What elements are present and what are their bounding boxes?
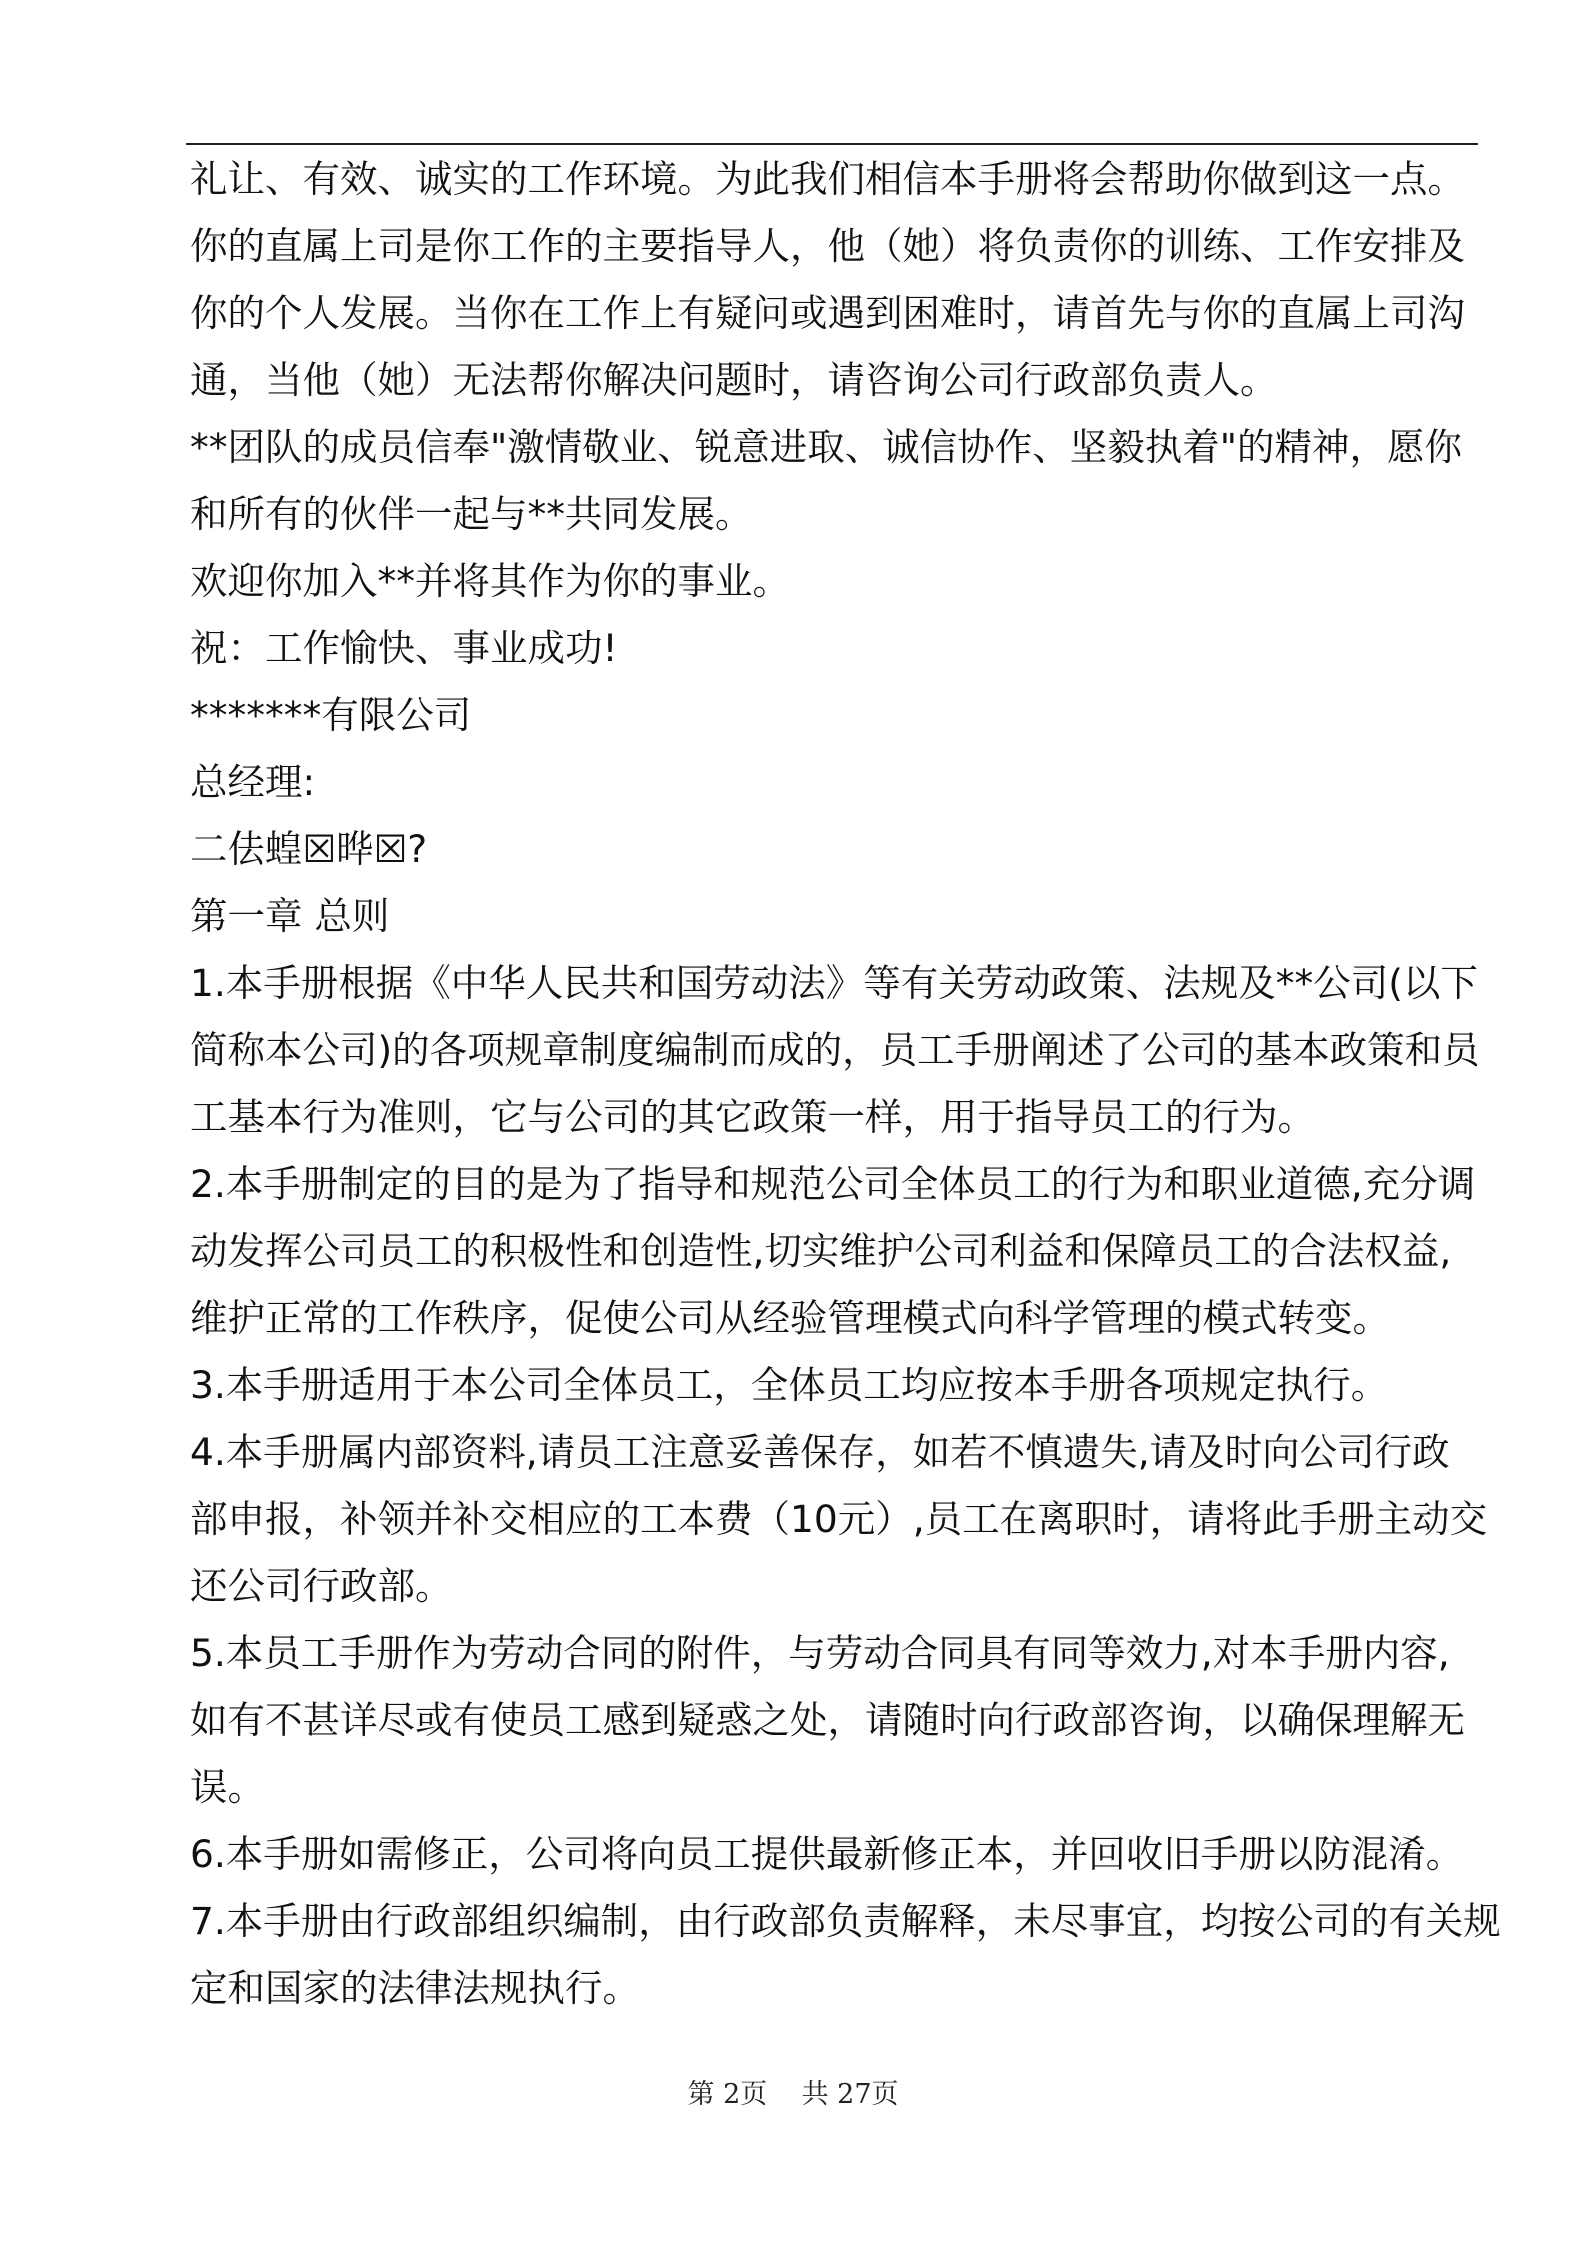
garbled-heading: 二佉蝗☒晔☒? xyxy=(190,827,428,871)
company-name: *******有限公司 xyxy=(190,693,472,737)
text-line: 简称本公司)的各项规章制度编制而成的，员工手册阐述了公司的基本政策和员 xyxy=(190,1028,1480,1072)
text-line: 误。 xyxy=(190,1765,265,1809)
text-line: 4.本手册属内部资料,请员工注意妥善保存，如若不慎遗失,请及时向公司行政 xyxy=(190,1430,1450,1474)
text-line: 你的个人发展。当你在工作上有疑问或遇到困难时，请首先与你的直属上司沟 xyxy=(190,291,1465,335)
text-line: 还公司行政部。 xyxy=(190,1564,453,1608)
page-footer: 第 2页 共 27页 xyxy=(687,2079,899,2110)
document-body xyxy=(190,146,1501,2022)
text-line: **团队的成员信奉"激情敬业、锐意进取、诚信协作、坚毅执着"的精神，愿你 xyxy=(190,425,1462,469)
text-line: 和所有的伙伴一起与**共同发展。 xyxy=(190,492,753,536)
text-line: 3.本手册适用于本公司全体员工，全体员工均应按本手册各项规定执行。 xyxy=(190,1363,1389,1407)
text-line: 1.本手册根据《中华人民共和国劳动法》等有关劳动政策、法规及**公司(以下 xyxy=(190,961,1478,1005)
signatory-label: 总经理: xyxy=(190,760,316,804)
text-line: 5.本员工手册作为劳动合同的附件，与劳动合同具有同等效力,对本手册内容, xyxy=(190,1631,1450,1675)
text-line: 动发挥公司员工的积极性和创造性,切实维护公司利益和保障员工的合法权益, xyxy=(190,1229,1452,1273)
text-line: 礼让、有效、诚实的工作环境。为此我们相信本手册将会帮助你做到这一点。 xyxy=(190,157,1465,201)
text-line: 通，当他（她）无法帮你解决问题时，请咨询公司行政部负责人。 xyxy=(190,358,1278,402)
text-line: 部申报，补领并补交相应的工本费（10元）,员工在离职时，请将此手册主动交 xyxy=(190,1497,1488,1541)
text-line: 如有不甚详尽或有使员工感到疑惑之处，请随时向行政部咨询，以确保理解无 xyxy=(190,1698,1465,1742)
text-line: 你的直属上司是你工作的主要指导人，他（她）将负责你的训练、工作安排及 xyxy=(190,224,1465,268)
text-line: 7.本手册由行政部组织编制，由行政部负责解释，未尽事宜，均按公司的有关规 xyxy=(190,1899,1501,1943)
text-line: 欢迎你加入**并将其作为你的事业。 xyxy=(190,559,790,603)
header-rule xyxy=(186,143,1478,145)
chapter-heading: 第一章 总则 xyxy=(190,894,390,938)
text-line: 定和国家的法律法规执行。 xyxy=(190,1966,640,2010)
text-line: 6.本手册如需修正，公司将向员工提供最新修正本，并回收旧手册以防混淆。 xyxy=(190,1832,1464,1876)
text-line: 祝：工作愉快、事业成功! xyxy=(190,626,618,670)
text-line: 维护正常的工作秩序，促使公司从经验管理模式向科学管理的模式转变。 xyxy=(190,1296,1390,1340)
text-line: 工基本行为准则，它与公司的其它政策一样，用于指导员工的行为。 xyxy=(190,1095,1315,1139)
text-line: 2.本手册制定的目的是为了指导和规范公司全体员工的行为和职业道德,充分调 xyxy=(190,1162,1476,1206)
